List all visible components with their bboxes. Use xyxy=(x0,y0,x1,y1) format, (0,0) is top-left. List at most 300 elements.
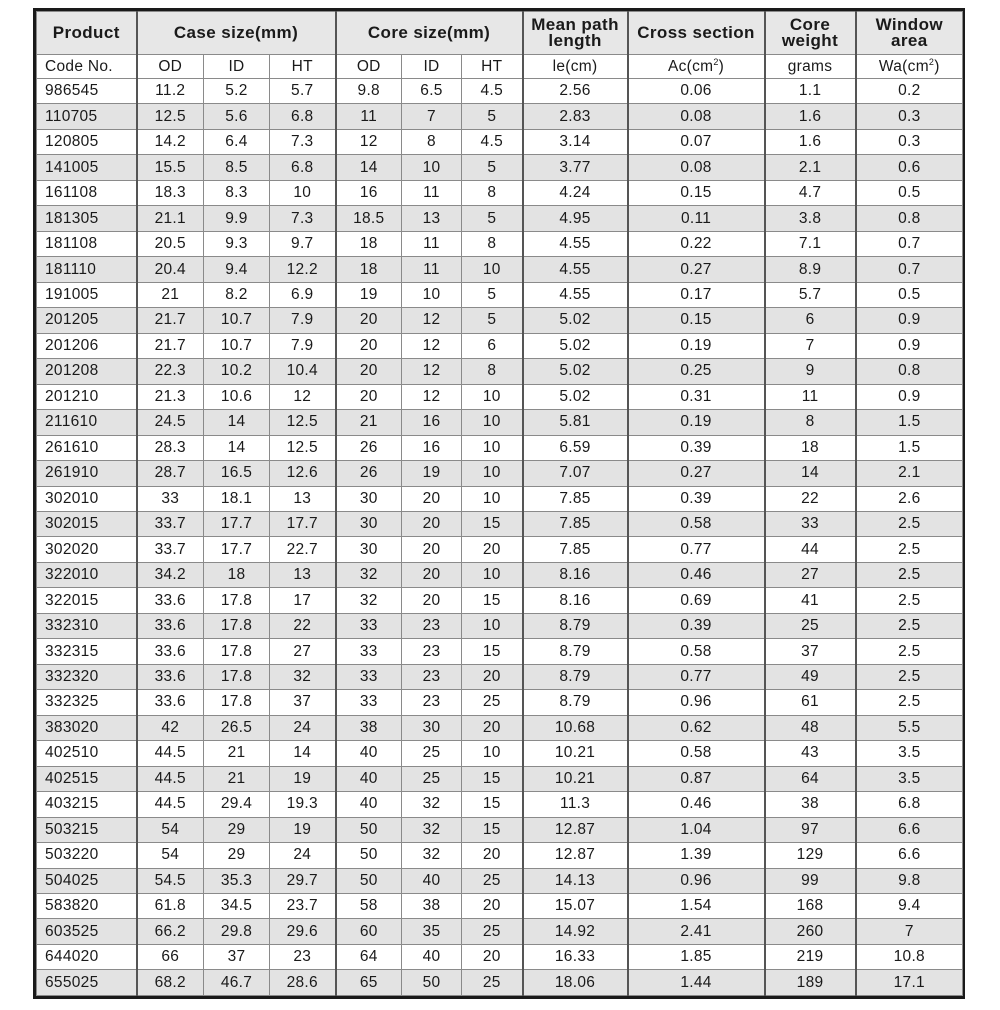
cell-window-area: 9.4 xyxy=(856,894,963,919)
table-row xyxy=(37,766,963,791)
cell-mean-path-length: 5.02 xyxy=(523,333,628,358)
cell-cross-section: 0.19 xyxy=(628,333,765,358)
cell-window-area: 2.5 xyxy=(856,664,963,689)
cell-core-ht: 20 xyxy=(462,843,523,868)
cell-window-area: 0.9 xyxy=(856,384,963,409)
cell-core-weight: 25 xyxy=(765,613,856,638)
cell-core-weight: 99 xyxy=(765,868,856,893)
table-row xyxy=(37,359,963,384)
cell-cross-section: 0.58 xyxy=(628,639,765,664)
cell-core-od: 33 xyxy=(336,664,402,689)
cell-case-id: 9.4 xyxy=(204,257,270,282)
cell-case-id: 10.6 xyxy=(204,384,270,409)
cell-mean-path-length: 16.33 xyxy=(523,944,628,969)
table-row xyxy=(37,562,963,587)
cell-code: 322010 xyxy=(37,562,137,587)
cell-mean-path-length: 6.59 xyxy=(523,435,628,460)
cell-code: 583820 xyxy=(37,894,137,919)
cell-core-ht: 25 xyxy=(462,970,523,996)
units-row xyxy=(37,55,963,79)
cell-core-id: 10 xyxy=(402,155,462,180)
cell-code: 986545 xyxy=(37,79,137,104)
table-row xyxy=(37,894,963,919)
cell-core-id: 40 xyxy=(402,944,462,969)
cell-core-id: 38 xyxy=(402,894,462,919)
cell-mean-path-length: 5.81 xyxy=(523,410,628,435)
cell-core-id: 32 xyxy=(402,843,462,868)
cell-core-od: 32 xyxy=(336,588,402,613)
cell-mean-path-length: 4.55 xyxy=(523,231,628,256)
cell-core-ht: 10 xyxy=(462,384,523,409)
cell-core-ht: 8 xyxy=(462,359,523,384)
cell-cross-section: 0.39 xyxy=(628,613,765,638)
cell-case-od: 68.2 xyxy=(137,970,204,996)
cell-case-id: 37 xyxy=(204,944,270,969)
cell-core-od: 20 xyxy=(336,333,402,358)
cell-core-weight: 33 xyxy=(765,511,856,536)
cell-core-od: 19 xyxy=(336,282,402,307)
cell-core-od: 32 xyxy=(336,562,402,587)
cell-core-ht: 10 xyxy=(462,562,523,587)
cell-core-ht: 10 xyxy=(462,257,523,282)
cell-case-id: 29 xyxy=(204,843,270,868)
cell-code: 302020 xyxy=(37,537,137,562)
cell-code: 503215 xyxy=(37,817,137,842)
cell-core-weight: 1.6 xyxy=(765,104,856,129)
unit-core-ht: HT xyxy=(462,55,523,79)
table-row xyxy=(37,333,963,358)
unit-core-id: ID xyxy=(402,55,462,79)
cell-core-id: 23 xyxy=(402,613,462,638)
cell-core-od: 58 xyxy=(336,894,402,919)
cell-core-od: 50 xyxy=(336,817,402,842)
table-row xyxy=(37,613,963,638)
cell-core-ht: 6 xyxy=(462,333,523,358)
cell-case-ht: 6.8 xyxy=(270,104,336,129)
cell-case-od: 11.2 xyxy=(137,79,204,104)
cell-case-id: 8.3 xyxy=(204,180,270,205)
cell-cross-section: 0.96 xyxy=(628,868,765,893)
cell-code: 261910 xyxy=(37,461,137,486)
cell-case-ht: 27 xyxy=(270,639,336,664)
cell-case-od: 66.2 xyxy=(137,919,204,944)
cell-core-od: 12 xyxy=(336,129,402,154)
cell-case-id: 35.3 xyxy=(204,868,270,893)
cell-core-weight: 27 xyxy=(765,562,856,587)
cell-code: 302010 xyxy=(37,486,137,511)
cell-core-od: 38 xyxy=(336,715,402,740)
cell-core-ht: 25 xyxy=(462,868,523,893)
cell-core-od: 26 xyxy=(336,435,402,460)
cell-mean-path-length: 18.06 xyxy=(523,970,628,996)
cell-core-ht: 15 xyxy=(462,766,523,791)
cell-core-ht: 15 xyxy=(462,511,523,536)
cell-cross-section: 0.19 xyxy=(628,410,765,435)
cell-window-area: 2.5 xyxy=(856,511,963,536)
cell-cross-section: 0.27 xyxy=(628,461,765,486)
cell-case-ht: 9.7 xyxy=(270,231,336,256)
cell-case-od: 24.5 xyxy=(137,410,204,435)
cell-core-weight: 8 xyxy=(765,410,856,435)
cell-core-od: 26 xyxy=(336,461,402,486)
cell-core-id: 23 xyxy=(402,690,462,715)
cell-core-id: 32 xyxy=(402,817,462,842)
cell-case-od: 15.5 xyxy=(137,155,204,180)
cell-case-ht: 13 xyxy=(270,562,336,587)
unit-ac-text: Ac(cm xyxy=(667,58,714,75)
cell-mean-path-length: 8.79 xyxy=(523,613,628,638)
cell-code: 332310 xyxy=(37,613,137,638)
table-row xyxy=(37,537,963,562)
cell-core-od: 30 xyxy=(336,537,402,562)
table-header xyxy=(37,12,963,79)
cell-cross-section: 0.07 xyxy=(628,129,765,154)
cell-code: 644020 xyxy=(37,944,137,969)
table-row xyxy=(37,206,963,231)
cell-case-ht: 29.7 xyxy=(270,868,336,893)
cell-window-area: 2.1 xyxy=(856,461,963,486)
cell-window-area: 0.5 xyxy=(856,282,963,307)
cell-core-ht: 20 xyxy=(462,894,523,919)
cell-window-area: 0.9 xyxy=(856,308,963,333)
cell-core-weight: 64 xyxy=(765,766,856,791)
cell-window-area: 9.8 xyxy=(856,868,963,893)
cell-core-od: 30 xyxy=(336,486,402,511)
cell-case-id: 8.2 xyxy=(204,282,270,307)
cell-case-id: 21 xyxy=(204,766,270,791)
cell-case-od: 44.5 xyxy=(137,792,204,817)
cell-code: 332325 xyxy=(37,690,137,715)
cell-core-weight: 49 xyxy=(765,664,856,689)
cell-case-ht: 22 xyxy=(270,613,336,638)
unit-ac xyxy=(628,55,765,79)
cell-code: 161108 xyxy=(37,180,137,205)
table-row xyxy=(37,308,963,333)
cell-mean-path-length: 8.79 xyxy=(523,639,628,664)
cell-code: 201205 xyxy=(37,308,137,333)
cell-case-ht: 32 xyxy=(270,664,336,689)
cell-case-ht: 29.6 xyxy=(270,919,336,944)
cell-core-od: 16 xyxy=(336,180,402,205)
cell-cross-section: 1.44 xyxy=(628,970,765,996)
cell-window-area: 3.5 xyxy=(856,766,963,791)
cell-case-ht: 12.6 xyxy=(270,461,336,486)
cell-core-od: 40 xyxy=(336,766,402,791)
unit-ac-close: ) xyxy=(718,58,725,75)
cell-window-area: 0.7 xyxy=(856,257,963,282)
cell-case-id: 17.8 xyxy=(204,613,270,638)
cell-case-od: 21.7 xyxy=(137,308,204,333)
cell-core-ht: 5 xyxy=(462,308,523,333)
cell-cross-section: 0.22 xyxy=(628,231,765,256)
cell-core-weight: 8.9 xyxy=(765,257,856,282)
cell-case-id: 10.7 xyxy=(204,308,270,333)
cell-core-weight: 9 xyxy=(765,359,856,384)
cell-core-ht: 25 xyxy=(462,919,523,944)
cell-case-ht: 19 xyxy=(270,817,336,842)
cell-core-ht: 10 xyxy=(462,486,523,511)
cell-core-weight: 41 xyxy=(765,588,856,613)
cell-code: 211610 xyxy=(37,410,137,435)
table-row xyxy=(37,180,963,205)
cell-case-ht: 7.9 xyxy=(270,308,336,333)
cell-core-od: 20 xyxy=(336,359,402,384)
cell-mean-path-length: 8.16 xyxy=(523,562,628,587)
cell-core-ht: 10 xyxy=(462,435,523,460)
table-row xyxy=(37,511,963,536)
cell-window-area: 0.3 xyxy=(856,129,963,154)
cell-case-id: 16.5 xyxy=(204,461,270,486)
cell-core-ht: 15 xyxy=(462,792,523,817)
cell-core-weight: 129 xyxy=(765,843,856,868)
cell-case-id: 6.4 xyxy=(204,129,270,154)
cell-mean-path-length: 14.92 xyxy=(523,919,628,944)
cell-core-id: 35 xyxy=(402,919,462,944)
cell-core-id: 11 xyxy=(402,257,462,282)
cell-cross-section: 0.06 xyxy=(628,79,765,104)
cell-mean-path-length: 14.13 xyxy=(523,868,628,893)
cell-code: 261610 xyxy=(37,435,137,460)
cell-core-id: 11 xyxy=(402,231,462,256)
cell-mean-path-length: 8.79 xyxy=(523,664,628,689)
table-row xyxy=(37,384,963,409)
cell-case-id: 17.8 xyxy=(204,639,270,664)
cell-cross-section: 1.04 xyxy=(628,817,765,842)
cell-core-weight: 14 xyxy=(765,461,856,486)
table-row xyxy=(37,843,963,868)
cell-window-area: 2.5 xyxy=(856,588,963,613)
cell-mean-path-length: 7.85 xyxy=(523,537,628,562)
cell-core-od: 18.5 xyxy=(336,206,402,231)
cell-core-ht: 4.5 xyxy=(462,129,523,154)
cell-case-od: 28.7 xyxy=(137,461,204,486)
cell-core-id: 12 xyxy=(402,359,462,384)
cell-core-ht: 20 xyxy=(462,664,523,689)
cell-window-area: 2.5 xyxy=(856,613,963,638)
cell-case-od: 20.4 xyxy=(137,257,204,282)
cell-core-weight: 18 xyxy=(765,435,856,460)
cell-case-ht: 10 xyxy=(270,180,336,205)
cell-code: 655025 xyxy=(37,970,137,996)
cell-case-id: 10.7 xyxy=(204,333,270,358)
table-row xyxy=(37,79,963,104)
cell-core-ht: 5 xyxy=(462,282,523,307)
cell-case-id: 5.2 xyxy=(204,79,270,104)
cell-core-weight: 44 xyxy=(765,537,856,562)
cell-case-id: 17.8 xyxy=(204,588,270,613)
table-row xyxy=(37,919,963,944)
cell-core-od: 20 xyxy=(336,384,402,409)
cell-core-od: 40 xyxy=(336,792,402,817)
cell-core-ht: 4.5 xyxy=(462,79,523,104)
cell-mean-path-length: 7.07 xyxy=(523,461,628,486)
cell-case-od: 33.6 xyxy=(137,613,204,638)
unit-wa-superscript: 2 xyxy=(928,57,935,67)
cell-case-od: 33.6 xyxy=(137,588,204,613)
cell-window-area: 0.6 xyxy=(856,155,963,180)
cell-window-area: 10.8 xyxy=(856,944,963,969)
header-core-size: Core size(mm) xyxy=(336,12,523,55)
cell-core-od: 9.8 xyxy=(336,79,402,104)
cell-case-id: 18 xyxy=(204,562,270,587)
cell-case-id: 14 xyxy=(204,435,270,460)
table-row xyxy=(37,104,963,129)
cell-case-ht: 7.3 xyxy=(270,206,336,231)
core-spec-table xyxy=(36,11,963,996)
cell-mean-path-length: 3.77 xyxy=(523,155,628,180)
cell-case-od: 54.5 xyxy=(137,868,204,893)
table-row xyxy=(37,155,963,180)
cell-mean-path-length: 10.21 xyxy=(523,741,628,766)
cell-case-ht: 12.5 xyxy=(270,410,336,435)
cell-core-id: 23 xyxy=(402,664,462,689)
cell-cross-section: 0.17 xyxy=(628,282,765,307)
table-row xyxy=(37,461,963,486)
cell-window-area: 6.6 xyxy=(856,817,963,842)
cell-cross-section: 2.41 xyxy=(628,919,765,944)
unit-case-od: OD xyxy=(137,55,204,79)
cell-case-od: 18.3 xyxy=(137,180,204,205)
cell-case-id: 18.1 xyxy=(204,486,270,511)
table-row xyxy=(37,410,963,435)
cell-case-od: 33.7 xyxy=(137,511,204,536)
cell-mean-path-length: 15.07 xyxy=(523,894,628,919)
cell-cross-section: 0.96 xyxy=(628,690,765,715)
unit-code-no: Code No. xyxy=(37,55,137,79)
header-case-size: Case size(mm) xyxy=(137,12,336,55)
cell-core-weight: 260 xyxy=(765,919,856,944)
cell-mean-path-length: 5.02 xyxy=(523,308,628,333)
core-spec-table-frame xyxy=(33,8,965,999)
cell-window-area: 6.8 xyxy=(856,792,963,817)
cell-case-id: 5.6 xyxy=(204,104,270,129)
cell-core-ht: 15 xyxy=(462,588,523,613)
cell-cross-section: 0.39 xyxy=(628,435,765,460)
cell-case-od: 44.5 xyxy=(137,766,204,791)
table-row xyxy=(37,868,963,893)
cell-core-weight: 1.6 xyxy=(765,129,856,154)
cell-case-od: 14.2 xyxy=(137,129,204,154)
cell-code: 504025 xyxy=(37,868,137,893)
cell-code: 120805 xyxy=(37,129,137,154)
cell-mean-path-length: 2.83 xyxy=(523,104,628,129)
cell-core-id: 20 xyxy=(402,486,462,511)
cell-core-id: 25 xyxy=(402,741,462,766)
cell-core-weight: 7 xyxy=(765,333,856,358)
unit-wa xyxy=(856,55,963,79)
cell-case-ht: 7.3 xyxy=(270,129,336,154)
cell-case-od: 54 xyxy=(137,843,204,868)
cell-window-area: 1.5 xyxy=(856,435,963,460)
cell-window-area: 3.5 xyxy=(856,741,963,766)
cell-core-ht: 5 xyxy=(462,206,523,231)
cell-core-od: 65 xyxy=(336,970,402,996)
cell-case-od: 42 xyxy=(137,715,204,740)
cell-mean-path-length: 7.85 xyxy=(523,511,628,536)
cell-cross-section: 0.25 xyxy=(628,359,765,384)
cell-case-id: 10.2 xyxy=(204,359,270,384)
cell-core-ht: 8 xyxy=(462,180,523,205)
cell-case-od: 21.7 xyxy=(137,333,204,358)
cell-mean-path-length: 11.3 xyxy=(523,792,628,817)
cell-case-id: 8.5 xyxy=(204,155,270,180)
cell-window-area: 2.5 xyxy=(856,690,963,715)
cell-case-id: 14 xyxy=(204,410,270,435)
cell-core-id: 20 xyxy=(402,511,462,536)
cell-core-weight: 219 xyxy=(765,944,856,969)
cell-mean-path-length: 8.16 xyxy=(523,588,628,613)
cell-core-ht: 20 xyxy=(462,537,523,562)
unit-case-ht: HT xyxy=(270,55,336,79)
cell-core-od: 33 xyxy=(336,613,402,638)
cell-core-ht: 8 xyxy=(462,231,523,256)
cell-core-weight: 7.1 xyxy=(765,231,856,256)
cell-case-ht: 12.5 xyxy=(270,435,336,460)
cell-case-od: 20.5 xyxy=(137,231,204,256)
cell-core-ht: 15 xyxy=(462,817,523,842)
cell-core-weight: 168 xyxy=(765,894,856,919)
cell-code: 383020 xyxy=(37,715,137,740)
cell-cross-section: 0.08 xyxy=(628,155,765,180)
cell-core-od: 33 xyxy=(336,639,402,664)
cell-case-ht: 19 xyxy=(270,766,336,791)
cell-core-ht: 20 xyxy=(462,715,523,740)
cell-case-od: 61.8 xyxy=(137,894,204,919)
cell-case-id: 26.5 xyxy=(204,715,270,740)
cell-mean-path-length: 4.24 xyxy=(523,180,628,205)
cell-core-weight: 11 xyxy=(765,384,856,409)
cell-window-area: 0.2 xyxy=(856,79,963,104)
cell-case-ht: 23.7 xyxy=(270,894,336,919)
cell-core-weight: 22 xyxy=(765,486,856,511)
cell-case-od: 33 xyxy=(137,486,204,511)
cell-code: 332320 xyxy=(37,664,137,689)
cell-core-weight: 43 xyxy=(765,741,856,766)
cell-cross-section: 0.69 xyxy=(628,588,765,613)
cell-core-od: 14 xyxy=(336,155,402,180)
table-row xyxy=(37,664,963,689)
cell-mean-path-length: 4.55 xyxy=(523,257,628,282)
cell-core-id: 25 xyxy=(402,766,462,791)
cell-window-area: 2.5 xyxy=(856,562,963,587)
cell-window-area: 1.5 xyxy=(856,410,963,435)
cell-mean-path-length: 2.56 xyxy=(523,79,628,104)
cell-code: 503220 xyxy=(37,843,137,868)
cell-core-od: 18 xyxy=(336,231,402,256)
cell-case-ht: 10.4 xyxy=(270,359,336,384)
cell-cross-section: 0.11 xyxy=(628,206,765,231)
cell-code: 402510 xyxy=(37,741,137,766)
cell-core-od: 30 xyxy=(336,511,402,536)
cell-window-area: 6.6 xyxy=(856,843,963,868)
cell-case-od: 34.2 xyxy=(137,562,204,587)
cell-cross-section: 0.39 xyxy=(628,486,765,511)
cell-core-id: 13 xyxy=(402,206,462,231)
cell-core-od: 40 xyxy=(336,741,402,766)
cell-case-id: 29.8 xyxy=(204,919,270,944)
cell-core-od: 11 xyxy=(336,104,402,129)
table-row xyxy=(37,282,963,307)
cell-case-ht: 24 xyxy=(270,715,336,740)
cell-case-od: 21 xyxy=(137,282,204,307)
cell-mean-path-length: 10.68 xyxy=(523,715,628,740)
table-row xyxy=(37,817,963,842)
cell-core-id: 30 xyxy=(402,715,462,740)
cell-case-ht: 37 xyxy=(270,690,336,715)
cell-core-od: 21 xyxy=(336,410,402,435)
cell-case-ht: 12 xyxy=(270,384,336,409)
cell-case-ht: 24 xyxy=(270,843,336,868)
